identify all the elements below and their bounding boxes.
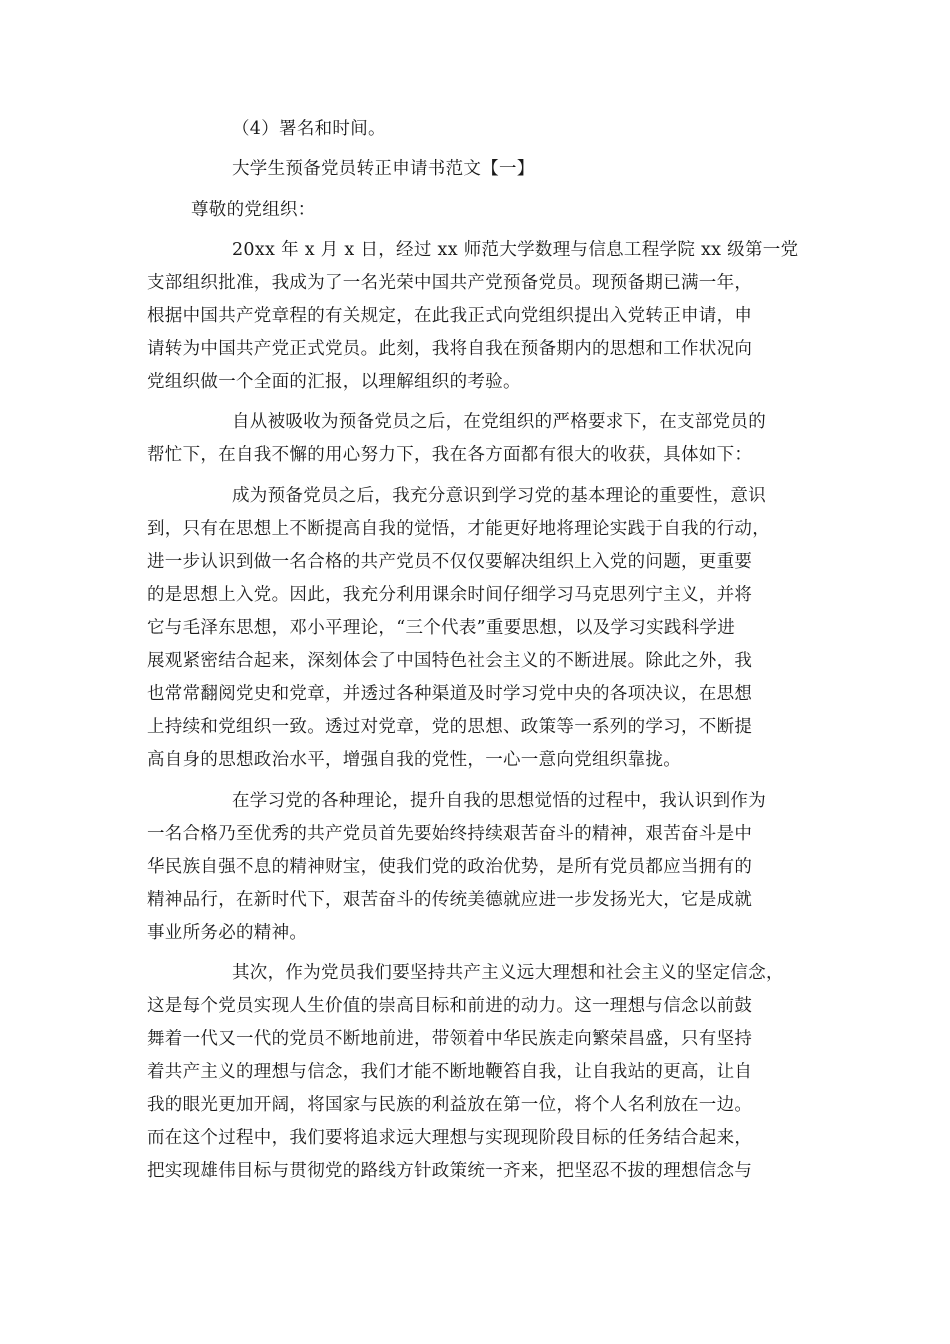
paragraph-line: 也常常翻阅党史和党章，并透过各种渠道及时学习党中央的各项决议，在思想 — [147, 684, 753, 704]
paragraph-line: 我的眼光更加开阔，将国家与民族的利益放在第一位，将个人名利放在一边。 — [147, 1095, 753, 1115]
paragraph-line: 支部组织批准，我成为了一名光荣中国共产党预备党员。现预备期已满一年， — [147, 273, 753, 293]
paragraph-line: 成为预备党员之后，我充分意识到学习党的基本理论的重要性，意识 — [232, 486, 766, 506]
paragraph-line: 帮忙下，在自我不懈的用心努力下，我在各方面都有很大的收获，具体如下： — [147, 445, 753, 465]
paragraph-line: 事业所务必的精神。 — [147, 923, 308, 943]
document-title: 大学生预备党员转正申请书范文【一】 — [232, 159, 535, 179]
salutation: 尊敬的党组织： — [191, 200, 316, 220]
paragraph-line: 其次，作为党员我们要坚持共产主义远大理想和社会主义的坚定信念， — [232, 963, 784, 983]
paragraph-line: 一名合格乃至优秀的共产党员首先要始终持续艰苦奋斗的精神，艰苦奋斗是中 — [147, 824, 753, 844]
paragraph-line: 这是每个党员实现人生价值的崇高目标和前进的动力。这一理想与信念以前鼓 — [147, 996, 753, 1016]
paragraph-line: 党组织做一个全面的汇报，以理解组织的考验。 — [147, 372, 521, 392]
paragraph-line: 的是思想上入党。因此，我充分利用课余时间仔细学习马克思列宁主义，并将 — [147, 585, 753, 605]
paragraph-line: 着共产主义的理想与信念，我们才能不断地鞭笞自我，让自我站的更高，让自 — [147, 1062, 753, 1082]
paragraph-line: 在学习党的各种理论，提升自我的思想觉悟的过程中，我认识到作为 — [232, 791, 766, 811]
paragraph-line: 而在这个过程中，我们要将追求远大理想与实现现阶段目标的任务结合起来， — [147, 1128, 753, 1148]
paragraph-line: 它与毛泽东思想，邓小平理论，“三个代表”重要思想，以及学习实践科学进 — [147, 618, 736, 638]
paragraph-line: 华民族自强不息的精神财宝，使我们党的政治优势，是所有党员都应当拥有的 — [147, 857, 753, 877]
paragraph-line: 舞着一代又一代的党员不断地前进，带领着中华民族走向繁荣昌盛，只有坚持 — [147, 1029, 753, 1049]
paragraph-line: 进一步认识到做一名合格的共产党员不仅仅要解决组织上入党的问题，更重要 — [147, 552, 753, 572]
paragraph-line: 自从被吸收为预备党员之后，在党组织的严格要求下，在支部党员的 — [232, 412, 766, 432]
paragraph-line: 展观紧密结合起来，深刻体会了中国特色社会主义的不断进展。除此之外，我 — [147, 651, 753, 671]
paragraph-line: 根据中国共产党章程的有关规定，在此我正式向党组织提出入党转正申请，申 — [147, 306, 753, 326]
paragraph-line: 到，只有在思想上不断提高自我的觉悟，才能更好地将理论实践于自我的行动， — [147, 519, 770, 539]
paragraph-line: 高自身的思想政治水平，增强自我的党性，一心一意向党组织靠拢。 — [147, 750, 681, 770]
paragraph-line: 精神品行，在新时代下，艰苦奋斗的传统美德就应进一步发扬光大，它是成就 — [147, 890, 753, 910]
heading-item: （4）署名和时间。 — [232, 119, 386, 139]
paragraph-line: 20xx 年 x 月 x 日，经过 xx 师范大学数理与信息工程学院 xx 级第一党 — [232, 240, 799, 260]
paragraph-line: 把实现雄伟目标与贯彻党的路线方针政策统一齐来，把坚忍不拔的理想信念与 — [147, 1161, 753, 1181]
paragraph-line: 上持续和党组织一致。透过对党章，党的思想、政策等一系列的学习，不断提 — [147, 717, 753, 737]
paragraph-line: 请转为中国共产党正式党员。此刻，我将自我在预备期内的思想和工作状况向 — [147, 339, 753, 359]
